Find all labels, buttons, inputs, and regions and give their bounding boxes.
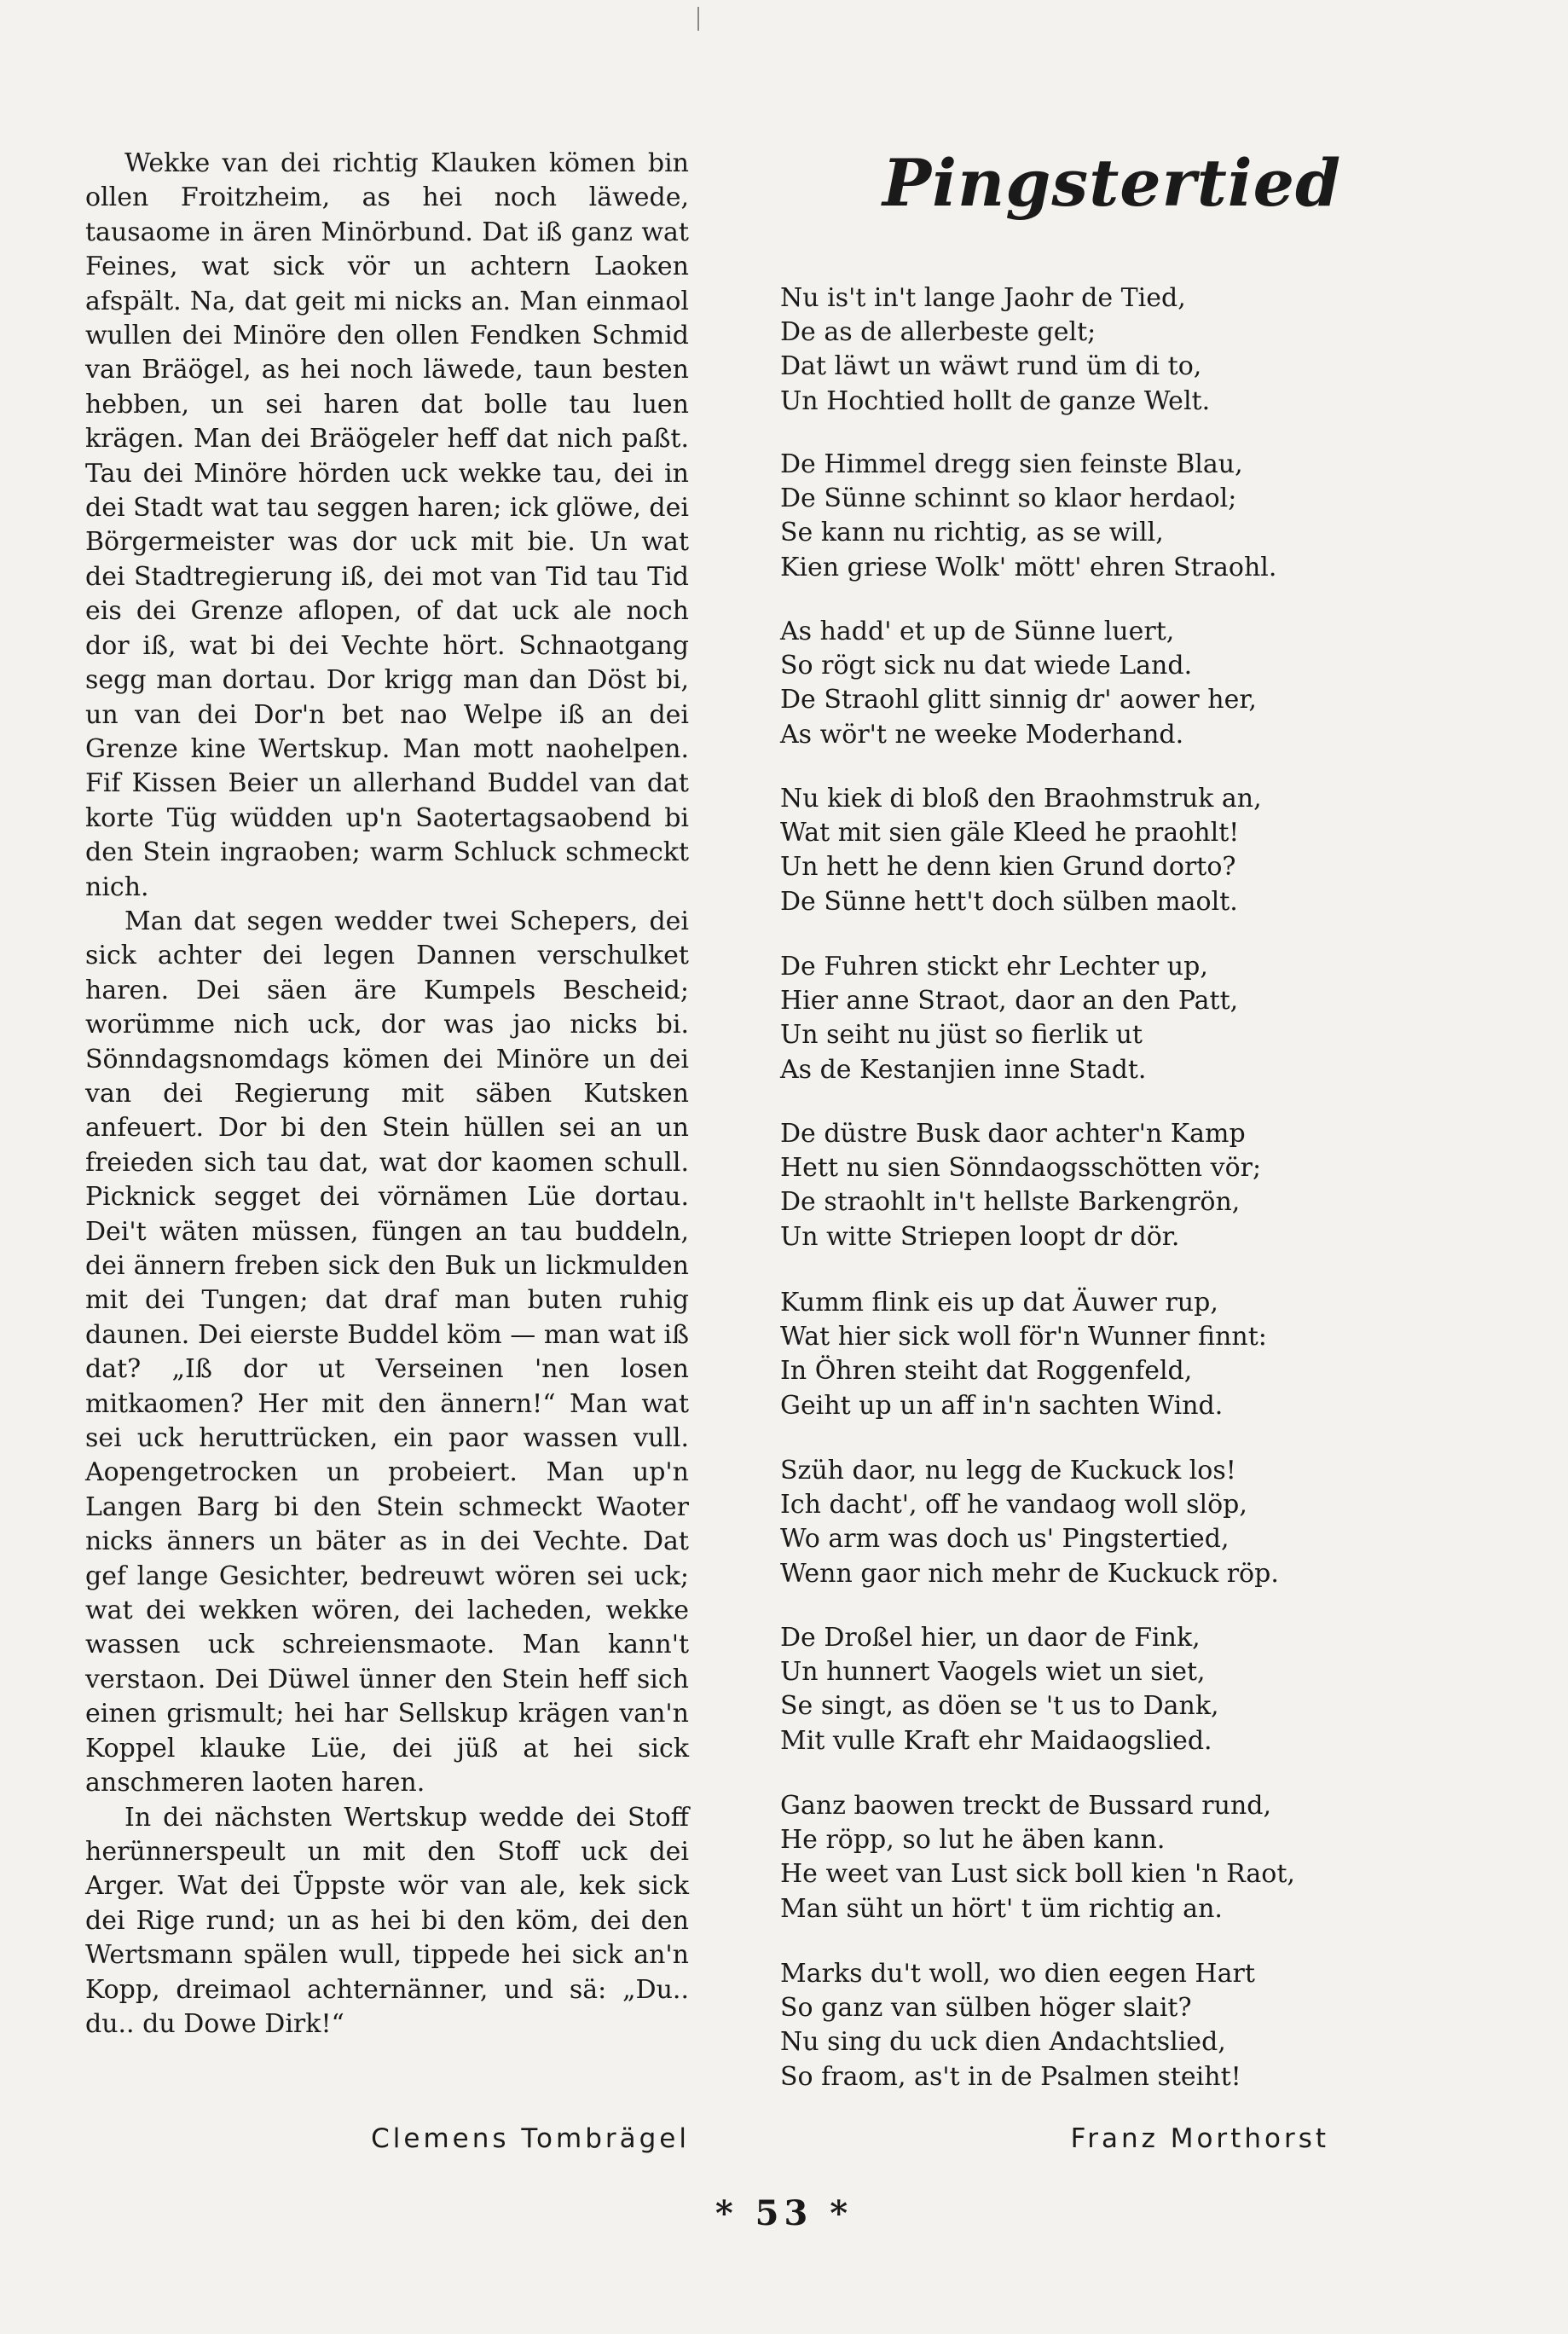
- poem-line: Nu sing du uck dien Andachtslied,: [780, 2027, 1226, 2058]
- poem-line: Wat hier sick woll för'n Wunner finnt:: [780, 1322, 1267, 1352]
- poem-stanza-3: [780, 615, 1257, 752]
- page-number: * 53 *: [715, 2193, 853, 2233]
- poem-line: He weet van Lust sick boll kien 'n Raot,: [780, 1859, 1295, 1890]
- poem-line: Wo arm was doch us' Pingstertied,: [780, 1524, 1230, 1555]
- poem-line: Kien griese Wolk' mött' ehren Straohl.: [780, 552, 1277, 582]
- poem-line: In Öhren steiht dat Roggenfeld,: [780, 1356, 1193, 1387]
- poem-stanza-10: [780, 1789, 1295, 1926]
- poem-title: Pingstertied: [882, 145, 1342, 221]
- poem-line: As de Kestanjien inne Stadt.: [780, 1054, 1147, 1085]
- poem-stanza-5: [780, 950, 1238, 1087]
- poem-line: Mit vulle Kraft ehr Maidaogslied.: [780, 1725, 1212, 1756]
- story-author: Clemens Tombrägel: [371, 2123, 690, 2154]
- poem-stanza-7: [780, 1286, 1267, 1423]
- poem-line: Nu kiek di bloß den Braohmstruk an,: [780, 784, 1262, 814]
- poem-author: Franz Morthorst: [1070, 2123, 1329, 2154]
- poem-line: So rögt sick nu dat wiede Land.: [780, 651, 1193, 681]
- poem-line: So ganz van sülben höger slait?: [780, 1993, 1192, 2024]
- poem-stanza-8: [780, 1454, 1279, 1591]
- story-paragraph-3: In dei nächsten Wertskup wedde dei Stoff herünnerspeult un mit den Stoff uck dei Arger. Wat dei Üppste wör van ale, kek sick dei Rige rund; un as hei bi den köm, dei den Wertsmann spälen wull, tippede hei sick an'n Kopp, dreimaol achternänner, und sä: „Du.. du.. du Dowe Dirk!“: [85, 1802, 689, 2039]
- story-column: [85, 147, 689, 2042]
- poem-stanza-9: [780, 1621, 1219, 1758]
- story-paragraph-2: Man dat segen wedder twei Schepers, dei sick achter dei legen Dannen verschulket haren. Dei säen äre Kumpels Bescheid; worümme nich uck, dor was jao nicks bi. Sönndagsnomdags kömen dei Minöre un dei van dei Regierung mit säben Kutsken anfeuert. Dor bi den Stein hüllen sei an un freieden sich tau dat, wat dor kaomen schull. Picknick segget dei vörnämen Lüe dortau. Dei't wäten müssen, füngen an tau buddeln, dei ännern freben sick den Buk un lickmulden mit dei Tungen; dat draf man buten ruhig daunen. Dei eierste Buddel köm — man wat iß dat? „Iß dor ut Verseinen 'nen losen mitkaomen? Her mit den ännern!“ Man wat sei uck heruttrücken, ein paor wassen vull. Aopengetrocken un probeiert. Man up'n Langen Barg bi den Stein schmeckt Waoter nicks änners un bäter as in dei Vechte. Dat gef lange Gesichter, bedreuwt wören sei uck; wat dei wekken wören, dei lacheden, wekke wassen uck schreiensmaote. Man kann't verstaon. Dei Düwel ünner den Stein heff sich einen grismult; hei har Sellskup krägen van'n Koppel klauke Lüe, dei jüß at hei sick anschmeren laoten haren.: [85, 906, 689, 1798]
- poem-line: Wenn gaor nich mehr de Kuckuck röp.: [780, 1558, 1279, 1589]
- poem-line: As hadd' et up de Sünne luert,: [780, 617, 1175, 646]
- poem-stanza-4: [780, 782, 1262, 919]
- poem-line: Un witte Striepen loopt dr dör.: [780, 1221, 1180, 1252]
- poem-line: As wör't ne weeke Moderhand.: [780, 719, 1184, 750]
- poem-line: Un hunnert Vaogels wiet un siet,: [780, 1657, 1206, 1688]
- poem-line: Se kann nu richtig, as se will,: [780, 518, 1164, 548]
- poem-line: Man süht un hört' t üm richtig an.: [780, 1893, 1223, 1924]
- story-paragraph-1: Wekke van dei richtig Klauken kömen bin ollen Froitzheim, as hei noch läwede, tausaome in ären Minörbund. Dat iß ganz wat Feines, wat sick vör un achtern Laoken afspält. Na, dat geit mi nicks an. Man einmaol wullen dei Minöre den ollen Fendken Schmid van Bräögel, as hei noch läwede, taun besten hebben, un sei haren dat bolle tau luen krägen. Man dei Bräögeler heff dat nich paßt. Tau dei Minöre hörden uck wekke tau, dei in dei Stadt wat tau seggen haren; ick glöwe, dei Börgermeister was dor uck mit bie. Un wat dei Stadtregierung iß, dei mot van Tid tau Tid eis dei Grenze aflopen, of dat uck ale noch dor iß, wat bi dei Vechte hört. Schnaotgang segg man dortau. Dor krigg man dan Döst bi, un van dei Dor'n bet nao Welpe iß an dei Grenze kine Wertskup. Man mott naohelpen. Fif Kissen Beier un allerhand Buddel van dat korte Tüg wüdden up'n Saotertagsaobend bi den Stein ingraoben; warm Schluck schmeckt nich.: [85, 148, 689, 902]
- poem-line: Wat mit sien gäle Kleed he praohlt!: [780, 818, 1240, 848]
- poem-line: So fraom, as't in de Psalmen steiht!: [780, 2061, 1241, 2092]
- poem-line: Un hett he denn kien Grund dorto?: [780, 852, 1236, 883]
- top-margin-mark: [697, 7, 699, 31]
- poem-line: Ich dacht', off he vandaog woll slöp,: [780, 1490, 1247, 1520]
- poem-line: Se singt, as döen se 't us to Dank,: [780, 1691, 1219, 1722]
- poem-line: De Straohl glitt sinnig dr' aower her,: [780, 685, 1257, 715]
- poem-line: Hett nu sien Sönndaogsschötten vör;: [780, 1153, 1262, 1184]
- poem-line: De Droßel hier, un daor de Fink,: [780, 1623, 1201, 1653]
- poem-line: De Himmel dregg sien feinste Blau,: [780, 449, 1243, 479]
- poem-line: Dat läwt un wäwt rund üm di to,: [780, 351, 1202, 382]
- poem-line: Ganz baowen treckt de Bussard rund,: [780, 1791, 1272, 1821]
- poem-line: Geiht up un aff in'n sachten Wind.: [780, 1390, 1224, 1421]
- poem-stanza-11: [780, 1957, 1255, 2094]
- poem-line: De Fuhren stickt ehr Lechter up,: [780, 952, 1208, 982]
- poem-stanza-6: [780, 1117, 1261, 1254]
- poem-line: De Sünne hett't doch sülben maolt.: [780, 886, 1238, 917]
- poem-line: Un Hochtied hollt de ganze Welt.: [780, 385, 1211, 416]
- poem-line: Marks du't woll, wo dien eegen Hart: [780, 1959, 1255, 1989]
- poem-stanza-2: [780, 448, 1276, 585]
- poem-line: Hier anne Straot, daor an den Patt,: [780, 986, 1239, 1016]
- poem-line: Nu is't in't lange Jaohr de Tied,: [780, 283, 1186, 313]
- poem-line: De Sünne schinnt so klaor herdaol;: [780, 484, 1237, 514]
- poem-line: Un seiht nu jüst so fierlik ut: [780, 1020, 1143, 1051]
- poem-line: De straohlt in't hellste Barkengrön,: [780, 1187, 1241, 1218]
- poem-line: He röpp, so lut he äben kann.: [780, 1825, 1166, 1856]
- poem-stanza-1: [780, 281, 1210, 419]
- poem-line: Kumm flink eis up dat Äuwer rup,: [780, 1288, 1218, 1318]
- poem-line: Szüh daor, nu legg de Kuckuck los!: [780, 1456, 1236, 1486]
- poem-line: De düstre Busk daor achter'n Kamp: [780, 1119, 1246, 1149]
- poem-line: De as de allerbeste gelt;: [780, 317, 1096, 348]
